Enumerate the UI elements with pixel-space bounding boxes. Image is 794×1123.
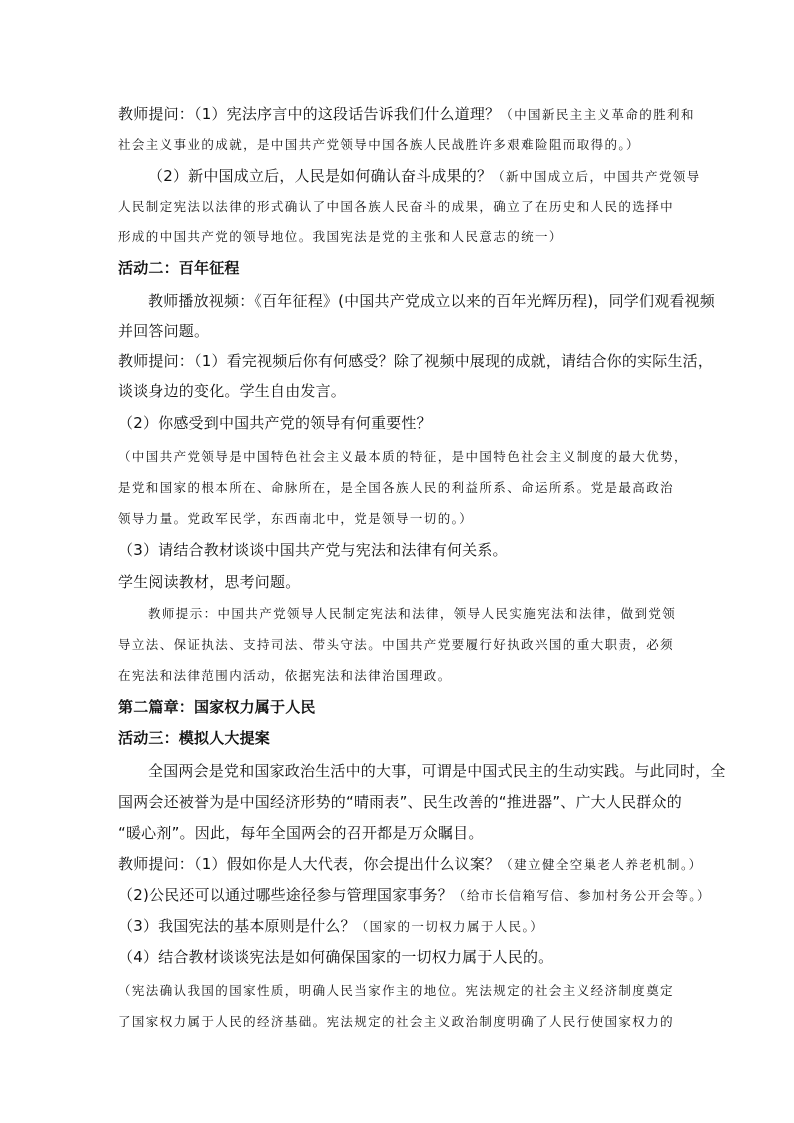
line-main-text: 全国两会是党和国家政治生活中的大事，可谓是中国式民主的生动实践。与此同时，全 <box>148 762 726 780</box>
text-line <box>118 792 682 812</box>
text-line <box>148 166 701 187</box>
text-line <box>118 196 674 217</box>
line-main-text: 教师播放视频：《百年征程》(中国共产党成立以来的百年光辉历程)，同学们观看视频 <box>148 292 716 310</box>
text-line <box>118 823 484 843</box>
line-answer-text: （建立健全空巢老人养老机制。） <box>500 857 703 872</box>
section-heading <box>118 697 316 717</box>
line-answer-text: （宪法确认我国的国家性质，明确人民当家作主的地位。宪法规定的社会主义经济制度奠定 <box>118 983 675 998</box>
line-main-text: 教师提问：（1）宪法序言中的这段话告诉我们什么道理？ <box>118 105 501 123</box>
text-line <box>118 1011 674 1032</box>
line-answer-text: （新中国成立后，中国共产党领导 <box>492 169 701 184</box>
line-main-text: 谈谈身边的变化。学生自由发言。 <box>118 382 347 400</box>
line-answer-text: 是党和国家的根本所在、命脉所在，是全国各族人民的利益所系、命运所系。党是最高政治 <box>118 480 675 495</box>
line-answer-text: （中国新民主主义革命的胜利和 <box>500 107 695 122</box>
text-line <box>118 572 300 592</box>
line-answer-text: 了国家权力属于人民的经济基础。宪法规定的社会主义政治制度明确了人民行使国家权力的 <box>118 1014 675 1029</box>
section-heading <box>118 728 270 748</box>
line-answer-text: 在宪法和法律范围内活动，依据宪法和法律治国理政。 <box>118 668 452 683</box>
text-line <box>118 321 209 341</box>
line-answer-text: （中国共产党领导是中国特色社会主义最本质的特征，是中国特色社会主义制度的最大优势， <box>118 449 688 464</box>
line-main-text: 学生阅读教材，思考问题。 <box>118 573 301 591</box>
line-answer-text: 形成的中国共产党的领导地位。我国宪法是党的主张和人民意志的统一） <box>118 229 563 244</box>
text-line <box>118 665 452 686</box>
line-main-text: 教师提问：（1）看完视频后你有何感受？除了视频中展现的成就，请结合你的实际生活， <box>118 352 714 370</box>
line-answer-text: 社会主义事业的成就，是中国共产党领导中国各族人民战胜许多艰难险阻而取得的。） <box>118 137 640 152</box>
text-line <box>118 351 713 371</box>
text-line <box>118 508 473 529</box>
text-line <box>118 226 563 247</box>
line-answer-text: 人民制定宪法以法律的形式确认了中国各族人民奋斗的成果，确立了在历史和人民的选择中 <box>118 199 675 214</box>
text-line <box>118 540 508 560</box>
line-answer-text: 导立法、保证执法、支持司法、带头守法。中国共产党要履行好执政兴国的重大职责，必须 <box>118 637 675 652</box>
line-main-text: （2)公民还可以通过哪些途径参与管理国家事务？ <box>118 886 453 904</box>
line-answer-text: 教师提示：中国共产党领导人民制定宪法和法律，领导人民实施宪法和法律，做到党领 <box>148 606 677 621</box>
line-main-text: 国两会还被誉为是中国经济形势的“晴雨表”、民生改善的“推进器”、广大人民群众的 <box>118 793 682 811</box>
text-line <box>118 885 711 906</box>
line-main-text: （3）请结合教材谈谈中国共产党与宪法和法律有何关系。 <box>118 541 508 559</box>
line-main-text: 并回答问题。 <box>118 322 210 340</box>
line-main-text: （4）结合教材谈谈宪法是如何确保国家的一切权力属于人民的。 <box>118 948 554 966</box>
line-main-text: （2）你感受到中国共产党的领导有何重要性？ <box>118 414 432 432</box>
line-answer-text: （给市长信箱写信、参加村务公开会等。） <box>453 888 711 903</box>
text-line <box>118 413 432 433</box>
text-line <box>118 634 674 655</box>
line-main-text: 活动三：模拟人大提案 <box>118 729 271 747</box>
line-main-text: “暖心剂”。因此，每年全国两会的召开都是万众瞩目。 <box>118 824 484 842</box>
text-line <box>118 446 688 467</box>
section-heading <box>118 258 240 278</box>
text-line <box>118 477 674 498</box>
text-line <box>118 854 703 875</box>
line-answer-text: （国家的一切权力属于人民。） <box>355 919 545 934</box>
text-line <box>118 980 674 1001</box>
line-main-text: 第二篇章：国家权力属于人民 <box>118 698 316 716</box>
line-answer-text: 领导力量。党政军民学，东西南北中，党是领导一切的。） <box>118 511 474 526</box>
text-line <box>118 916 544 937</box>
text-line <box>148 603 676 624</box>
text-line <box>148 291 715 311</box>
text-line <box>118 381 346 401</box>
line-main-text: （3）我国宪法的基本原则是什么？ <box>118 917 356 935</box>
line-main-text: 活动二：百年征程 <box>118 259 240 277</box>
line-main-text: 教师提问：（1）假如你是人大代表，你会提出什么议案？ <box>118 855 501 873</box>
line-main-text: （2）新中国成立后，人民是如何确认奋斗成果的？ <box>148 167 493 185</box>
text-line <box>118 104 695 125</box>
text-line <box>118 947 553 967</box>
text-line <box>148 761 726 781</box>
text-line <box>118 134 640 155</box>
